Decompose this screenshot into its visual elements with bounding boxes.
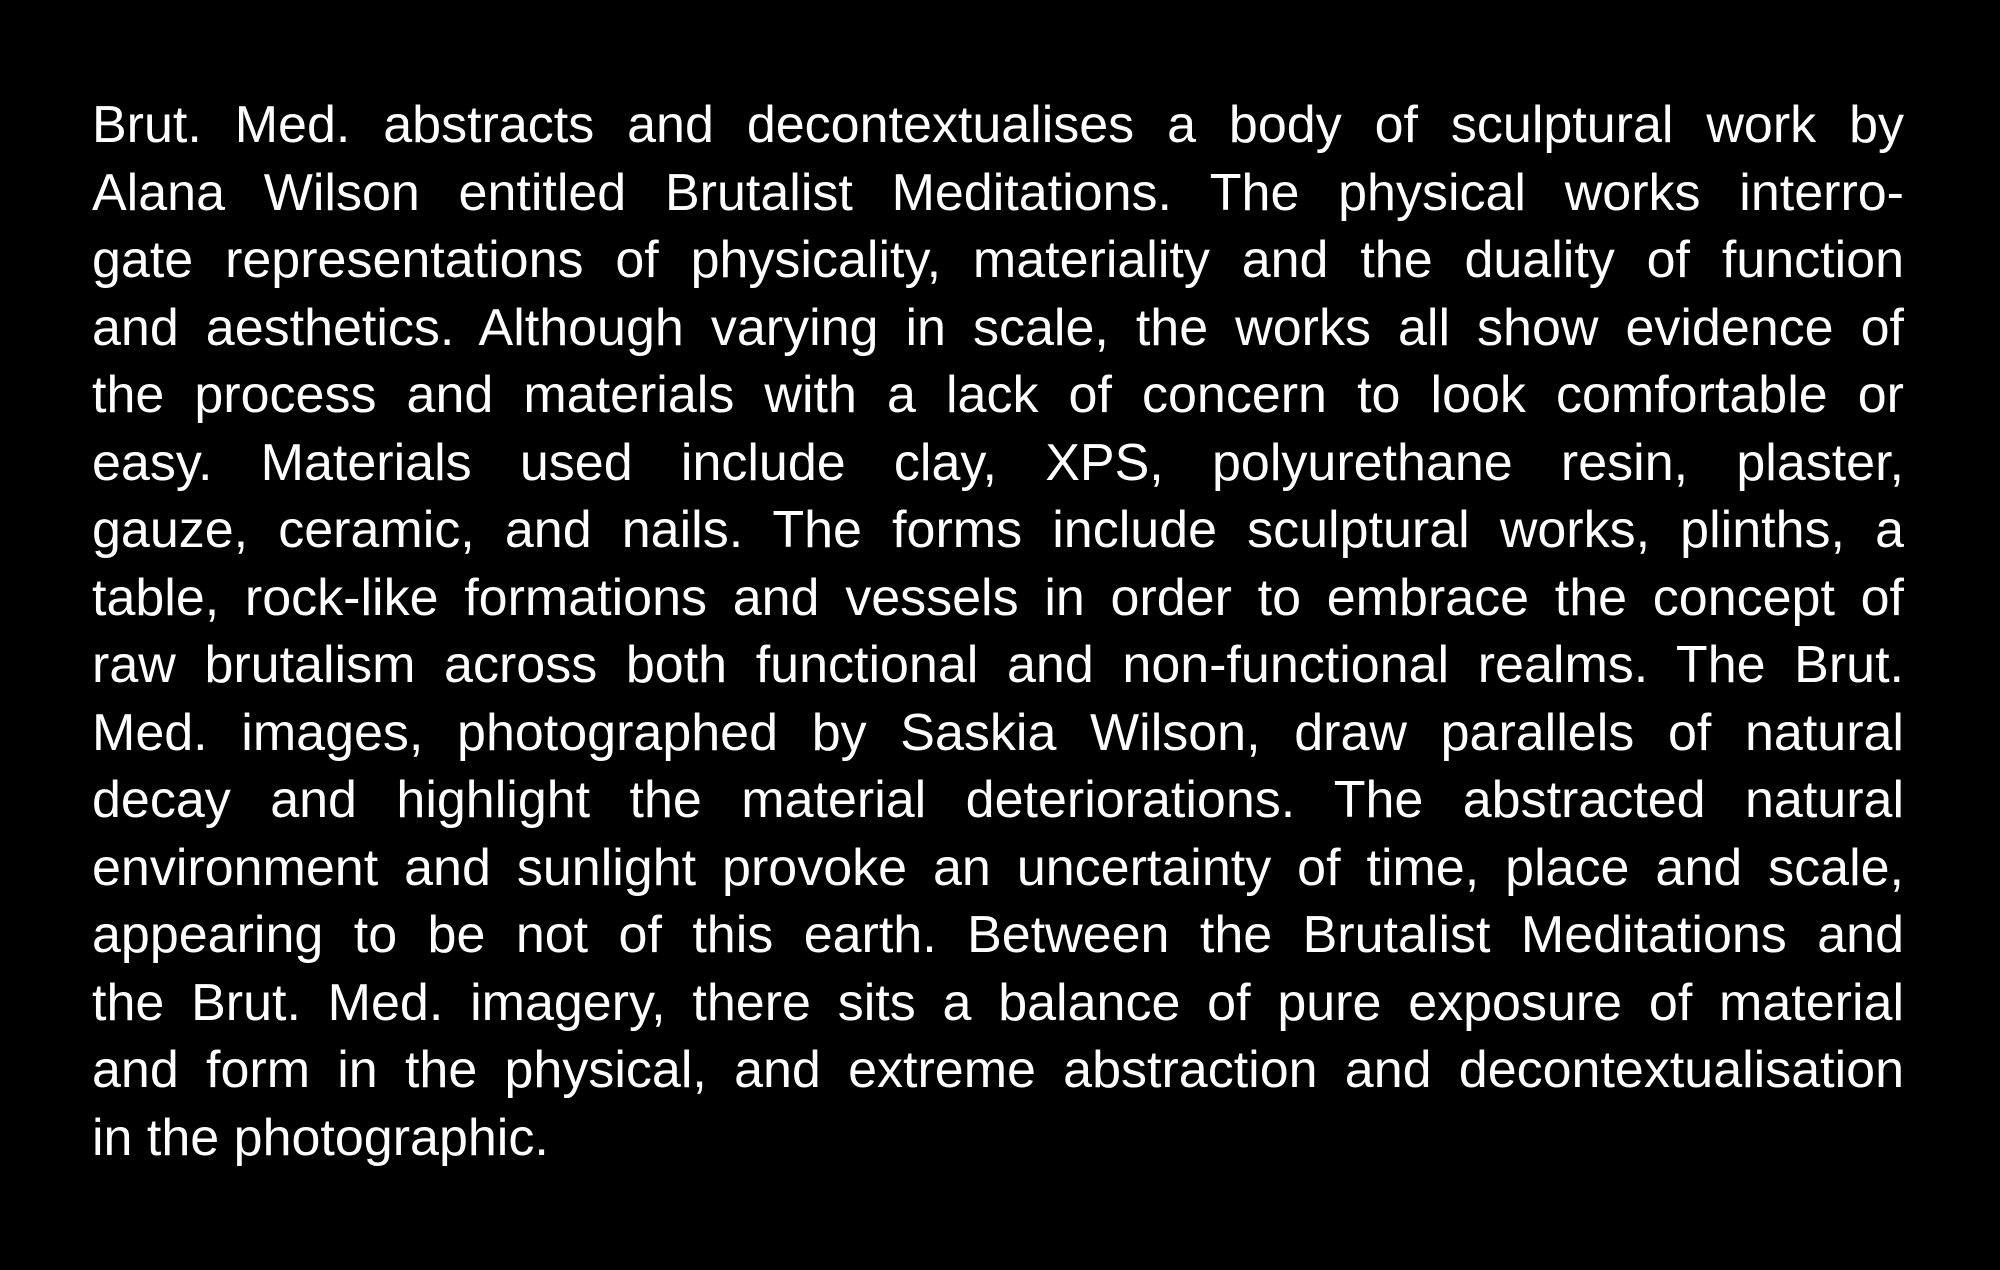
paragraph-line: gate representations of physicality, materiality and the duality of function [92,231,1904,289]
paragraph-line: Brut. Med. abstracts and decontextualises a body of sculptural work by [92,96,1904,154]
paragraph-line: in the photographic. [92,1108,549,1167]
paragraph-line: table, rock-like formations and vessels in order to embrace the concept of [92,568,1904,627]
paragraph-line: environment and sunlight provoke an uncertainty of time, place and scale, [92,838,1904,897]
paragraph-line: and aesthetics. Although varying in scale, the works all show evidence of [92,298,1904,357]
body-paragraph [92,92,1904,1172]
paragraph-line: Med. images, photographed by Saskia Wilson, draw parallels of natural [92,703,1904,762]
paragraph-line: appearing to be not of this earth. Between the Brutalist Meditations and [92,906,1904,964]
paragraph-line: gauze, ceramic, and nails. The forms include sculptural works, plinths, a [92,501,1904,559]
paragraph-line: and form in the physical, and extreme abstraction and decontextualisation [92,1041,1904,1099]
paragraph-line: the Brut. Med. imagery, there sits a balance of pure exposure of material [92,973,1904,1032]
paragraph-line: easy. Materials used include clay, XPS, polyurethane resin, plaster, [92,433,1904,492]
paragraph-line: raw brutalism across both functional and non-functional realms. The Brut. [92,636,1904,694]
paragraph-line: decay and highlight the material deteriorations. The abstracted natural [92,771,1904,829]
paragraph-line: Alana Wilson entitled Brutalist Meditations. The physical works interro- [92,163,1904,222]
paragraph-line: the process and materials with a lack of concern to look comfortable or [92,366,1904,424]
